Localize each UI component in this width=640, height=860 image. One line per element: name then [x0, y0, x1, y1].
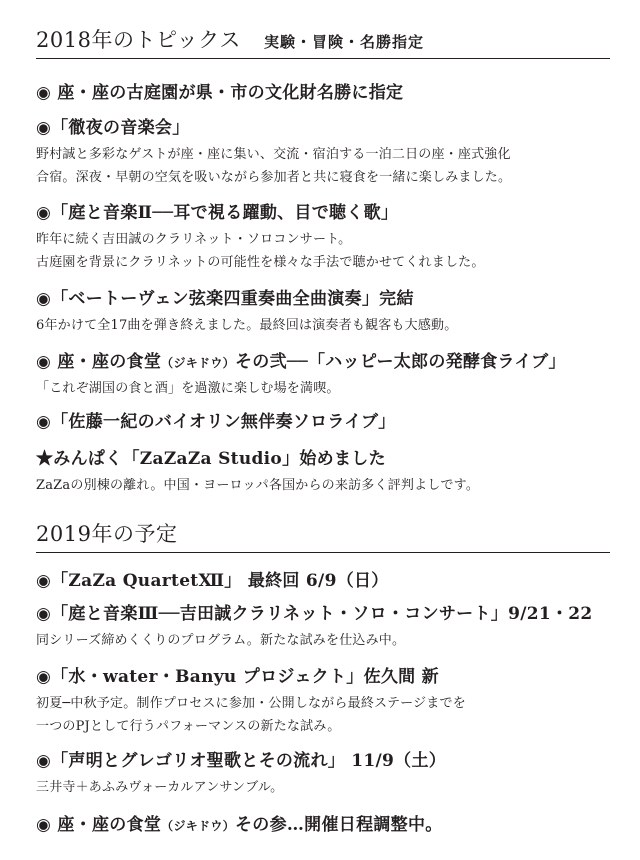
section-2018-subheading: 実験・冒険・名勝指定 — [264, 33, 425, 51]
schedule-title-reading: （ジキドウ） — [161, 819, 235, 833]
schedule-title: ◉「声明とグレゴリオ聖歌とその流れ」 11/9（土） — [36, 751, 447, 771]
schedule-title-part: ◉ 座・座の食堂 — [36, 815, 162, 835]
topic-title: ◉「庭と音楽Ⅱ──耳で視る躍動、目で聴く歌」 — [36, 203, 399, 223]
schedule-desc: 一つのPJとして行うパフォーマンスの新たな試み。 — [36, 719, 341, 734]
topic-title: ◉「佐藤一紀のバイオリン無伴奏ソロライブ」 — [36, 412, 396, 432]
schedule-title: ◉「ZaZa QuartetⅫ」 最終回 6/9（日） — [36, 571, 389, 591]
topic-title-reading: （ジキドウ） — [161, 356, 235, 370]
topic-desc: 古庭園を背景にクラリネットの可能性を様々な手法で聴かせてくれました。 — [36, 255, 485, 270]
topic-title-part: ◉ 座・座の食堂 — [36, 352, 162, 372]
topic-title: ◉ 座・座の古庭園が県・市の文化財名勝に指定 — [36, 83, 404, 103]
section-2018-header — [36, 30, 610, 59]
schedule-desc: 初夏─中秋予定。制作プロセスに参加・公開しながら最終ステージまでを — [36, 696, 466, 711]
schedule-title — [36, 810, 443, 835]
topic-desc: 「これぞ湖国の食と酒」を過激に楽しむ場を満喫。 — [36, 381, 340, 396]
section-2018-heading: 2018年のトピックス — [36, 28, 241, 52]
topic-desc: ZaZaの別棟の離れ。中国・ヨーロッパ各国からの来訪多く評判よしです。 — [36, 478, 480, 493]
schedule-desc: 同シリーズ締めくくりのプログラム。新たな試みを仕込み中。 — [36, 633, 406, 648]
topic-title — [36, 347, 566, 372]
topic-desc: 6年かけて全17曲を弾き終えました。最終回は演奏者も観客も大感動。 — [36, 318, 458, 333]
topic-desc: 昨年に続く吉田誠のクラリネット・ソロコンサート。 — [36, 232, 352, 247]
schedule-title: ◉「庭と音楽Ⅲ──吉田誠クラリネット・ソロ・コンサート」9/21・22 — [36, 604, 593, 624]
topic-title-part: その弐──「ハッピー太郎の発酵食ライブ」 — [234, 352, 566, 372]
topic-desc: 野村誠と多彩なゲストが座・座に集い、交流・宿泊する一泊二日の座・座式強化 — [36, 147, 511, 162]
schedule-title: ◉「水・water・Banyu プロジェクト」佐久間 新 — [36, 667, 439, 687]
section-2019-heading: 2019年の予定 — [36, 522, 178, 546]
schedule-desc: 三井寺＋あふみヴォーカルアンサンブル。 — [36, 780, 284, 795]
topic-title: ◉「徹夜の音楽会」 — [36, 118, 190, 138]
topic-desc: 合宿。深夜・早朝の空気を吸いながら参加者と共に寝食を一緒に楽しみました。 — [36, 170, 512, 185]
schedule-title-part: その参…開催日程調整中。 — [234, 815, 443, 835]
topic-title: ◉「ベートーヴェン弦楽四重奏曲全曲演奏」完結 — [36, 289, 414, 309]
topic-title: ★みんぱく「ZaZaZa Studio」始めました — [36, 449, 386, 469]
section-2019-header — [36, 524, 610, 553]
